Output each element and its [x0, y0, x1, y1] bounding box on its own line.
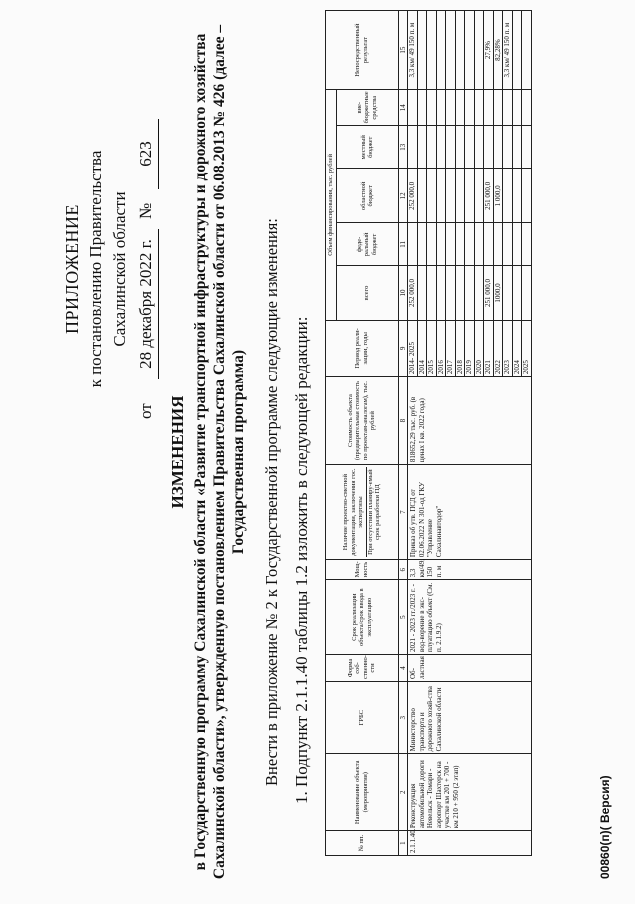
cell-other: [446, 90, 456, 126]
cell-total: [474, 266, 484, 320]
col-number: 3: [398, 682, 408, 754]
cell-other: [512, 90, 522, 126]
header-num: № пп.: [326, 831, 399, 856]
cell-period: 2017: [446, 320, 456, 376]
header-docs-line-2: При отсутствии планиру-емый срок разработки ПД: [366, 469, 381, 555]
cell-period: 2024: [512, 320, 522, 376]
col-number: 4: [398, 654, 408, 681]
cell-federal: [503, 223, 513, 266]
cell-period: 2015: [427, 320, 437, 376]
col-number: 5: [398, 580, 408, 655]
cell-grbs: Министерство транспорта и дорожного хозяй-ства Сахалинской области: [408, 682, 532, 754]
cell-result: [512, 11, 522, 90]
cell-result: [417, 11, 427, 90]
cell-total: 251 000,0: [484, 266, 494, 320]
heading-body: в Государственную программу Сахалинской области «Развитие транспортной инфраструктуры и дорожного хозяйства Сахалинской области», утвержденную постановлением Правительства Сахалинской области от 06.08.2013 № 426 (далее – Государственная программа): [192, 24, 247, 880]
col-number: 12: [398, 169, 408, 223]
cell-federal: [484, 223, 494, 266]
cell-other: [408, 90, 418, 126]
cell-term: 2021 - 2023 гг./2023 г. - вод-ворение в экс-плуатацию объект (См. п. 2.1.9.2): [408, 580, 532, 655]
cell-result: [436, 11, 446, 90]
table-body: [408, 11, 532, 856]
cell-result: [427, 11, 437, 90]
number-sign: №: [136, 202, 155, 219]
header-period: Период реали-зации, годы: [326, 320, 399, 376]
cell-local: [408, 126, 418, 169]
cell-total: [455, 266, 465, 320]
cell-regional: 1 000,0: [493, 169, 503, 223]
cell-period: 2019: [465, 320, 475, 376]
cell-federal: [465, 223, 475, 266]
cell-capacity: 3,3 км/49, 150 п. м: [408, 560, 532, 580]
cell-other: [436, 90, 446, 126]
col-number: 1: [398, 831, 408, 856]
cell-regional: 251 000,0: [484, 169, 494, 223]
cell-local: [417, 126, 427, 169]
cell-regional: [446, 169, 456, 223]
header-reg: областной бюджет: [336, 169, 398, 223]
cell-regional: [512, 169, 522, 223]
cell-federal: [408, 223, 418, 266]
annex-line-1: к постановлению Правительства: [86, 150, 105, 388]
date-prefix: от: [136, 403, 155, 419]
cell-federal: [417, 223, 427, 266]
cell-local: [446, 126, 456, 169]
cell-total: [436, 266, 446, 320]
col-number: 10: [398, 266, 408, 320]
col-number: 9: [398, 320, 408, 376]
cell-local: [512, 126, 522, 169]
cell-federal: [446, 223, 456, 266]
cell-result: [522, 11, 532, 90]
item-1-paragraph: 1. Подпункт 2.1.1.40 таблицы 1.2 изложить в следующей редакции:: [292, 316, 311, 804]
heading-title: ИЗМЕНЕНИЯ: [168, 395, 187, 509]
cell-total: [512, 266, 522, 320]
cell-federal: [474, 223, 484, 266]
cell-ownership-form: Об-ластная: [408, 654, 532, 681]
cell-other: [503, 90, 513, 126]
cell-other: [493, 90, 503, 126]
cell-total: [427, 266, 437, 320]
col-number: 8: [398, 377, 408, 465]
program-table: [325, 10, 532, 856]
cell-period: 2021: [484, 320, 494, 376]
cell-regional: [455, 169, 465, 223]
col-number: 15: [398, 11, 408, 90]
cell-period: 2014- 2025: [408, 320, 418, 376]
cell-local: [465, 126, 475, 169]
cell-period: 2014: [417, 320, 427, 376]
cell-total: [465, 266, 475, 320]
cell-local: [455, 126, 465, 169]
cell-local: [427, 126, 437, 169]
cell-result: 27,9%: [484, 11, 494, 90]
cell-local: [484, 126, 494, 169]
header-term: Срок реализации объекта/срок ввода в эксплуатацию: [326, 580, 399, 655]
header-loc: местный бюджет: [336, 126, 398, 169]
annex-date-line: [134, 104, 160, 434]
cell-total: [522, 266, 532, 320]
cell-period: 2016: [436, 320, 446, 376]
cell-regional: [417, 169, 427, 223]
annex-block: [60, 104, 160, 434]
cell-federal: [455, 223, 465, 266]
cell-regional: [465, 169, 475, 223]
cell-other: [427, 90, 437, 126]
footer-version: 00860(п)( Версия): [598, 775, 612, 879]
cell-federal: [522, 223, 532, 266]
col-number: 2: [398, 754, 408, 831]
cell-total: 252 000,0: [408, 266, 418, 320]
document-heading: [168, 20, 248, 884]
intro-paragraph: Внести в приложение № 2 к Государственной программе следующие изменения:: [262, 218, 281, 786]
cell-regional: 252 000,0: [408, 169, 418, 223]
cell-local: [503, 126, 513, 169]
cell-federal: [436, 223, 446, 266]
cell-period: 2018: [455, 320, 465, 376]
cell-other: [417, 90, 427, 126]
header-funding: Объем финансирования, тыс. рублей: [326, 90, 337, 320]
header-fed: феде-ральный бюджет: [336, 223, 398, 266]
cell-local: [493, 126, 503, 169]
cell-result: 3,3 км/ 49 150 п. м: [408, 11, 418, 90]
cell-result: [465, 11, 475, 90]
column-number-row: [398, 11, 408, 856]
header-cost: Стоимость объекта (предварительная стоимость по проектам-аналогам), тыс. рублей: [326, 377, 399, 465]
header-docs: [326, 465, 399, 560]
header-form: Форма соб-ственно-сти: [326, 654, 399, 681]
cell-total: [503, 266, 513, 320]
annex-title: ПРИЛОЖЕНИЕ: [62, 204, 82, 334]
cell-local: [474, 126, 484, 169]
header-other: вне-бюджетные средства: [336, 90, 398, 126]
cell-result: [474, 11, 484, 90]
header-capacity: Мощ-ность: [326, 560, 399, 580]
cell-local: [436, 126, 446, 169]
cell-regional: [522, 169, 532, 223]
col-number: 7: [398, 465, 408, 560]
cell-period: 2020: [474, 320, 484, 376]
cell-total: [446, 266, 456, 320]
col-number: 13: [398, 126, 408, 169]
cell-total: 1000,0: [493, 266, 503, 320]
cell-period: 2022: [493, 320, 503, 376]
cell-federal: [512, 223, 522, 266]
col-number: 14: [398, 90, 408, 126]
cell-total: [417, 266, 427, 320]
header-total: всего: [336, 266, 398, 320]
header-grbs: ГРБС: [326, 682, 399, 754]
cell-regional: [503, 169, 513, 223]
cell-result: 3,3 км/ 49 150 п. м: [503, 11, 513, 90]
cell-result: [446, 11, 456, 90]
cell-other: [522, 90, 532, 126]
cell-other: [474, 90, 484, 126]
cell-regional: [427, 169, 437, 223]
cell-other: [465, 90, 475, 126]
header-result: Непосредственный результат: [326, 11, 399, 90]
cell-regional: [436, 169, 446, 223]
col-number: 11: [398, 223, 408, 266]
cell-cost: 818652,29 тыс. руб. (в ценах I кв. 2022 года): [408, 377, 532, 465]
cell-period: 2023: [503, 320, 513, 376]
cell-docs: Приказ об утв. ПСД от 02.06.2022 N 301-од ГКУ "Управление Сахалинавтодор": [408, 465, 532, 560]
cell-local: [522, 126, 532, 169]
cell-result: [455, 11, 465, 90]
cell-num: 2.1.1.40.: [408, 831, 532, 856]
header-docs-line-1: Наличие проектно-сметной документации, заключения гос. экспертизы: [342, 467, 367, 557]
cell-regional: [474, 169, 484, 223]
cell-other: [455, 90, 465, 126]
cell-result: 82,28%: [493, 11, 503, 90]
annex-date: 28 декабря 2022 г.: [134, 229, 159, 379]
cell-object-name: Реконструкция автомобильной дороги Невельск - Томари - аэропорт Шахтерск на участке км 201 + 700 - км 210 + 950 (2 этап): [408, 754, 532, 831]
header-name: Наименование объекта (мероприятия): [326, 754, 399, 831]
annex-number: 623: [134, 119, 159, 189]
cell-federal: [427, 223, 437, 266]
annex-line-2: Сахалинской области: [110, 191, 129, 347]
table-row: [408, 11, 418, 856]
cell-period: 2025: [522, 320, 532, 376]
cell-federal: [493, 223, 503, 266]
cell-other: [484, 90, 494, 126]
col-number: 6: [398, 560, 408, 580]
